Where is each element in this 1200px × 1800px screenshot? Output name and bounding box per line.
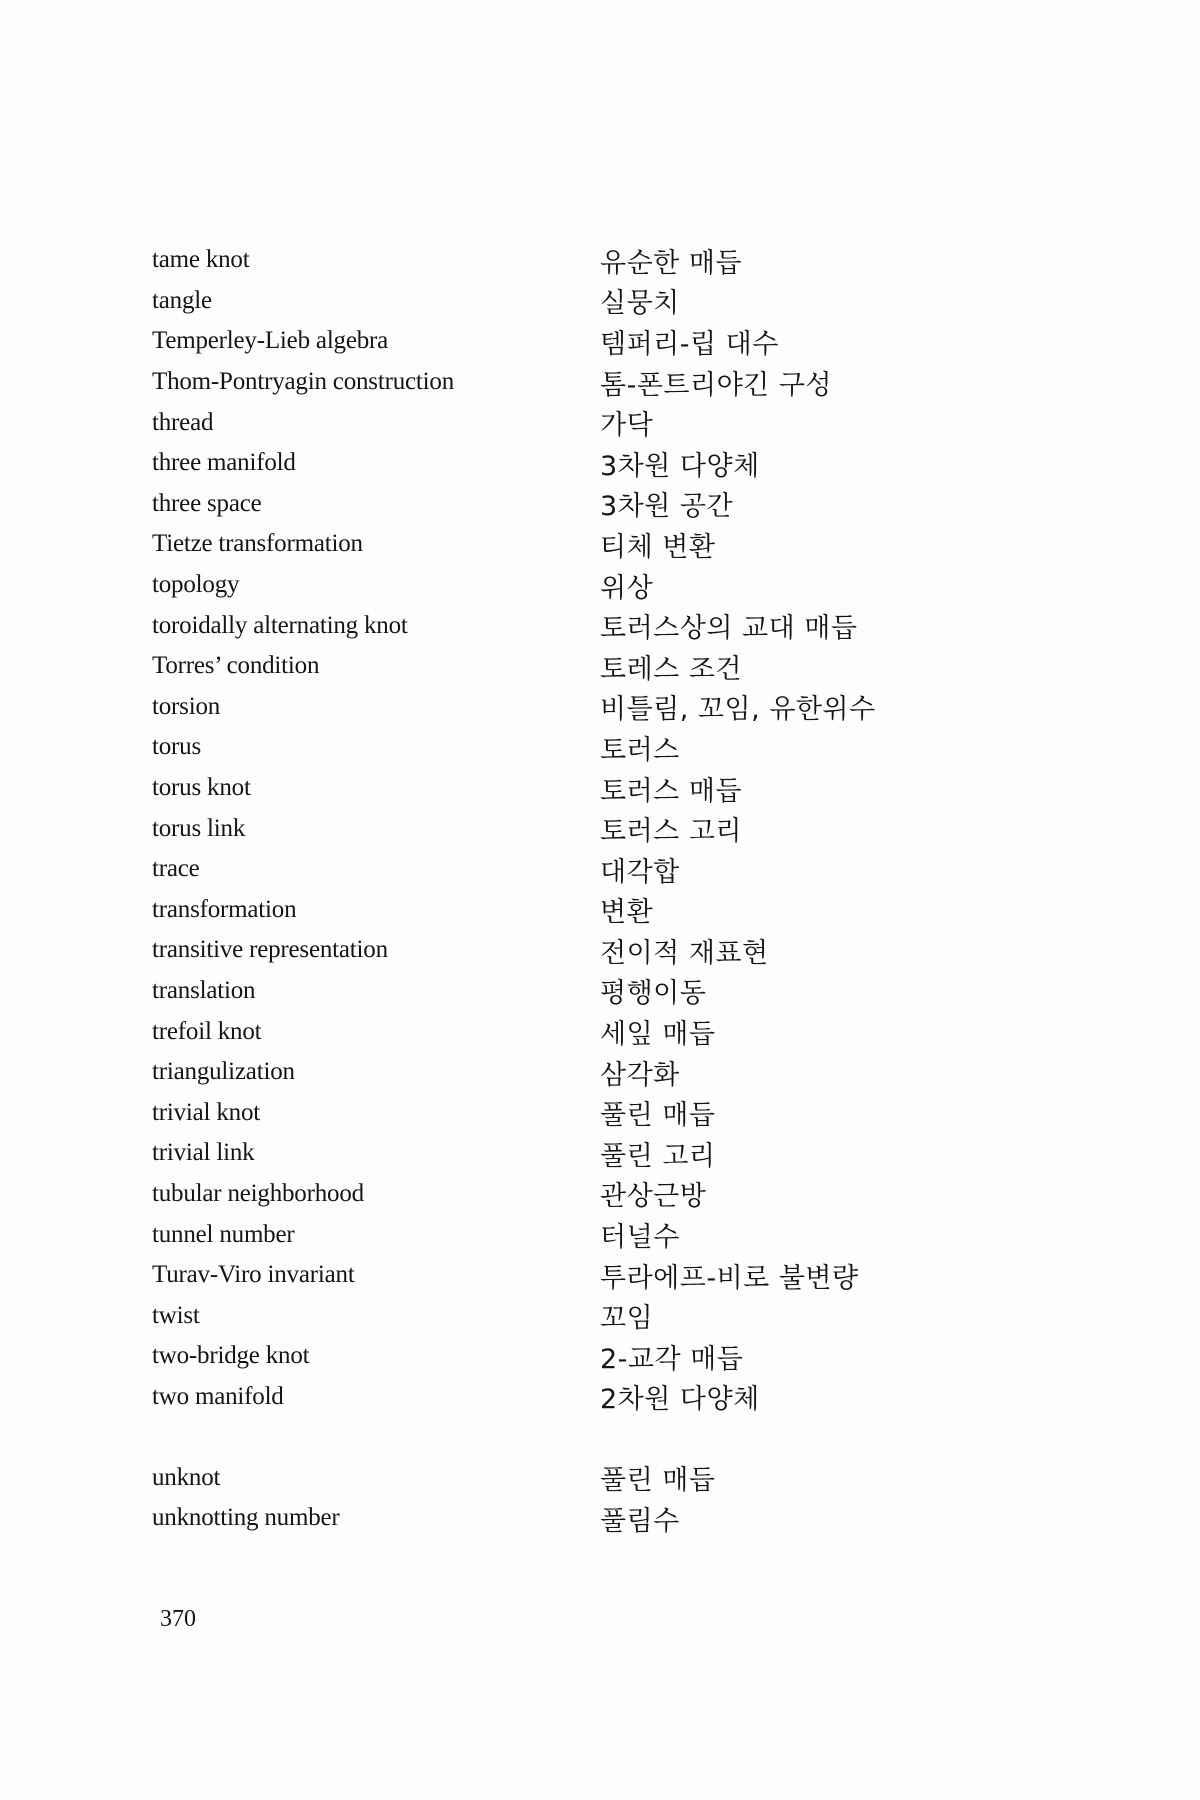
glossary-entry [152, 890, 1052, 931]
glossary-entry [152, 524, 1052, 565]
korean-term: 토러스 [600, 734, 680, 766]
korean-term: 삼각화 [600, 1059, 680, 1091]
glossary-entry [152, 1457, 1052, 1498]
english-term: trivial knot [152, 1098, 261, 1126]
korean-term: 전이적 재표현 [600, 937, 769, 969]
glossary-entry [152, 605, 1052, 646]
glossary-entry [152, 808, 1052, 849]
page-number: 370 [160, 1606, 196, 1632]
korean-term: 투라에프-비로 불변량 [600, 1262, 859, 1294]
english-term: twist [152, 1301, 200, 1329]
korean-term: 풀린 매듭 [600, 1465, 716, 1497]
glossary-entry [152, 240, 1052, 281]
english-term: three manifold [152, 449, 296, 477]
korean-term: 토러스 매듭 [600, 775, 742, 807]
english-term: torus [152, 733, 202, 761]
english-term: two manifold [152, 1382, 284, 1410]
glossary-group [152, 1457, 1052, 1538]
korean-term: 풀린 매듭 [600, 1100, 716, 1132]
korean-term: 대각합 [600, 856, 680, 888]
glossary-entry [152, 1011, 1052, 1052]
english-term: Turav-Viro invariant [152, 1261, 355, 1289]
korean-term: 3차원 공간 [600, 491, 734, 523]
korean-term: 3차원 다양체 [600, 450, 760, 482]
english-term: Torres’ condition [152, 652, 320, 680]
english-term: trefoil knot [152, 1017, 262, 1045]
english-term: Thom-Pontryagin construction [152, 368, 454, 396]
korean-term: 꼬임 [600, 1303, 654, 1335]
korean-term: 관상근방 [600, 1181, 707, 1213]
korean-term: 평행이동 [600, 978, 707, 1010]
english-term: tame knot [152, 246, 250, 274]
korean-term: 2-교각 매듭 [600, 1343, 744, 1375]
korean-term: 비틀림, 꼬임, 유한위수 [600, 694, 876, 726]
korean-term: 풀림수 [600, 1505, 680, 1537]
korean-term: 토러스상의 교대 매듭 [600, 613, 858, 645]
glossary-entry [152, 402, 1052, 443]
glossary-entry [152, 930, 1052, 971]
english-term: topology [152, 571, 240, 599]
english-term: trivial link [152, 1139, 255, 1167]
english-term: unknot [152, 1463, 221, 1491]
korean-term: 티체 변환 [600, 531, 716, 563]
english-term: translation [152, 976, 256, 1004]
glossary-entry [152, 768, 1052, 809]
english-term: tubular neighborhood [152, 1179, 364, 1207]
glossary-entry [152, 1377, 1052, 1418]
glossary-entry [152, 321, 1052, 362]
glossary-entry [152, 1092, 1052, 1133]
english-term: triangulization [152, 1058, 295, 1086]
english-term: unknotting number [152, 1504, 340, 1532]
english-term: three space [152, 489, 262, 517]
glossary-list [152, 240, 1052, 1538]
english-term: transformation [152, 895, 297, 923]
english-term: tunnel number [152, 1220, 295, 1248]
glossary-entry [152, 362, 1052, 403]
glossary-entry [152, 1255, 1052, 1296]
glossary-entry [152, 1133, 1052, 1174]
glossary-entry [152, 484, 1052, 525]
korean-term: 톰-폰트리야긴 구성 [600, 369, 832, 401]
korean-term: 유순한 매듭 [600, 247, 742, 279]
english-term: torsion [152, 692, 221, 720]
english-term: toroidally alternating knot [152, 611, 408, 639]
korean-term: 변환 [600, 897, 654, 929]
english-term: two-bridge knot [152, 1342, 310, 1370]
english-term: thread [152, 408, 214, 436]
korean-term: 실뭉치 [600, 288, 680, 320]
glossary-entry [152, 443, 1052, 484]
glossary-entry [152, 971, 1052, 1012]
english-term: Temperley-Lieb algebra [152, 327, 389, 355]
korean-term: 템퍼리-립 대수 [600, 328, 779, 360]
glossary-entry [152, 281, 1052, 322]
english-term: trace [152, 855, 200, 883]
glossary-entry [152, 849, 1052, 890]
glossary-entry [152, 565, 1052, 606]
korean-term: 풀린 고리 [600, 1140, 716, 1172]
korean-term: 위상 [600, 572, 654, 604]
glossary-entry [152, 1214, 1052, 1255]
korean-term: 토레스 조건 [600, 653, 742, 685]
glossary-entry [152, 687, 1052, 728]
glossary-entry [152, 1174, 1052, 1215]
english-term: Tietze transformation [152, 530, 363, 558]
glossary-entry [152, 727, 1052, 768]
english-term: tangle [152, 286, 212, 314]
korean-term: 가닥 [600, 410, 654, 442]
glossary-entry [152, 646, 1052, 687]
glossary-entry [152, 1052, 1052, 1093]
korean-term: 2차원 다양체 [600, 1384, 760, 1416]
korean-term: 토러스 고리 [600, 816, 742, 848]
glossary-entry [152, 1498, 1052, 1539]
english-term: torus link [152, 814, 246, 842]
korean-term: 세잎 매듭 [600, 1019, 716, 1051]
glossary-entry [152, 1295, 1052, 1336]
glossary-entry [152, 1336, 1052, 1377]
glossary-group [152, 240, 1052, 1417]
korean-term: 터널수 [600, 1222, 680, 1254]
english-term: torus knot [152, 774, 251, 802]
english-term: transitive representation [152, 936, 388, 964]
